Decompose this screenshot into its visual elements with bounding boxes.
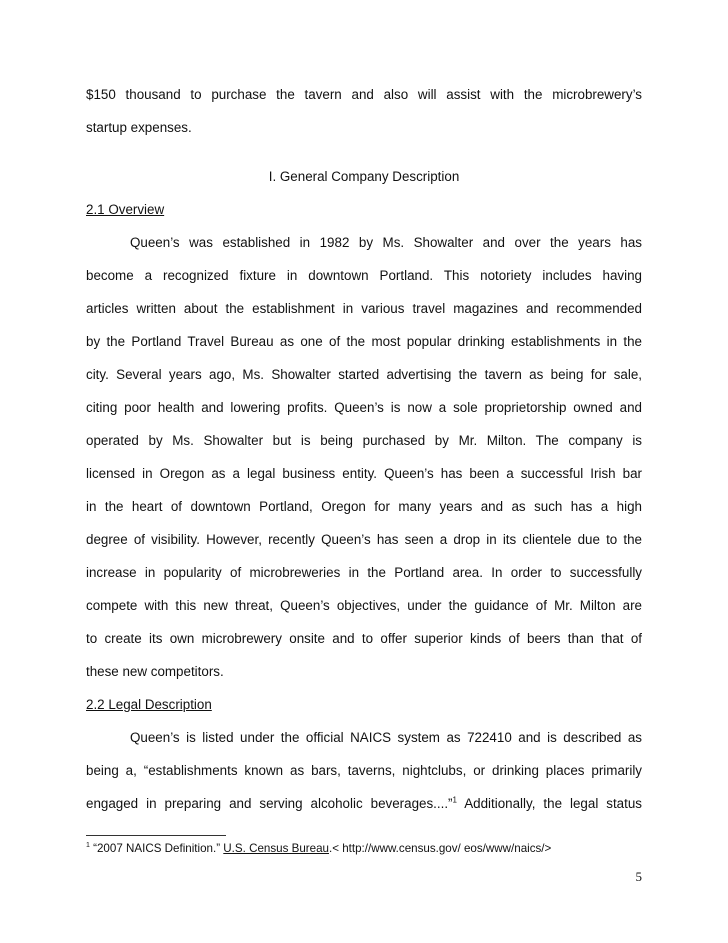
paragraph-line: licensed in Oregon as a legal business entity. Queen’s has been a successful Irish bar	[86, 466, 642, 481]
line-text-after: Additionally, the legal status	[456, 796, 642, 811]
footnote-marker: 1	[86, 842, 90, 850]
paragraph-line: to create its own microbrewery onsite and to offer superior kinds of beers than that of	[86, 631, 642, 646]
body-text-line: startup expenses.	[86, 120, 192, 135]
footnote-url: .< http://www.census.gov/ eos/www/naics/>	[328, 842, 552, 855]
paragraph-line: articles written about the establishment in various travel magazines and recommended	[86, 301, 642, 316]
paragraph-line: being a, “establishments known as bars, taverns, nightclubs, or drinking places primarily	[86, 763, 642, 778]
paragraph-line: operated by Ms. Showalter but is being purchased by Mr. Milton. The company is	[86, 433, 642, 448]
section-heading-legal	[86, 697, 642, 713]
paragraph-line: citing poor health and lowering profits. Queen’s is now a sole proprietorship owned and	[86, 400, 642, 415]
page-number: 5	[635, 869, 642, 884]
footnote-citation: “2007 NAICS Definition.”	[89, 842, 224, 855]
paragraph-line: in the heart of downtown Portland, Oregon for many years and as such has a high	[86, 499, 642, 514]
footnote-divider	[86, 835, 226, 836]
section-heading-overview	[86, 202, 642, 218]
paragraph-line: these new competitors.	[86, 664, 224, 679]
footnote	[86, 842, 551, 856]
paragraph-line: compete with this new threat, Queen’s objectives, under the guidance of Mr. Milton are	[86, 598, 642, 613]
section-title: I. General Company Description	[268, 169, 460, 184]
paragraph-line: Queen’s was established in 1982 by Ms. Showalter and over the years has	[130, 235, 642, 250]
paragraph-line-with-footnote	[86, 796, 642, 812]
paragraph-line: degree of visibility. However, recently Queen’s has seen a drop in its clientele due to the	[86, 532, 642, 547]
paragraph-line: by the Portland Travel Bureau as one of the most popular drinking establishments in the	[86, 334, 642, 349]
paragraph-line: increase in popularity of microbreweries in the Portland area. In order to successfully	[86, 565, 642, 580]
paragraph-line: Queen’s is listed under the official NAICS system as 722410 and is described as	[130, 730, 642, 745]
footnote-source: U.S. Census Bureau	[223, 842, 329, 855]
line-text-before: engaged in preparing and serving alcoholic beverages....”	[86, 796, 453, 811]
paragraph-line: become a recognized fixture in downtown Portland. This notoriety includes having	[86, 268, 642, 283]
heading-text: 2.2 Legal Description	[86, 697, 212, 712]
body-text-line: $150 thousand to purchase the tavern and also will assist with the microbrewery’s	[86, 87, 642, 102]
paragraph-line: city. Several years ago, Ms. Showalter started advertising the tavern as being for sale,	[86, 367, 642, 382]
heading-text: 2.1 Overview	[86, 202, 165, 217]
footnote-reference: 1	[452, 795, 457, 805]
